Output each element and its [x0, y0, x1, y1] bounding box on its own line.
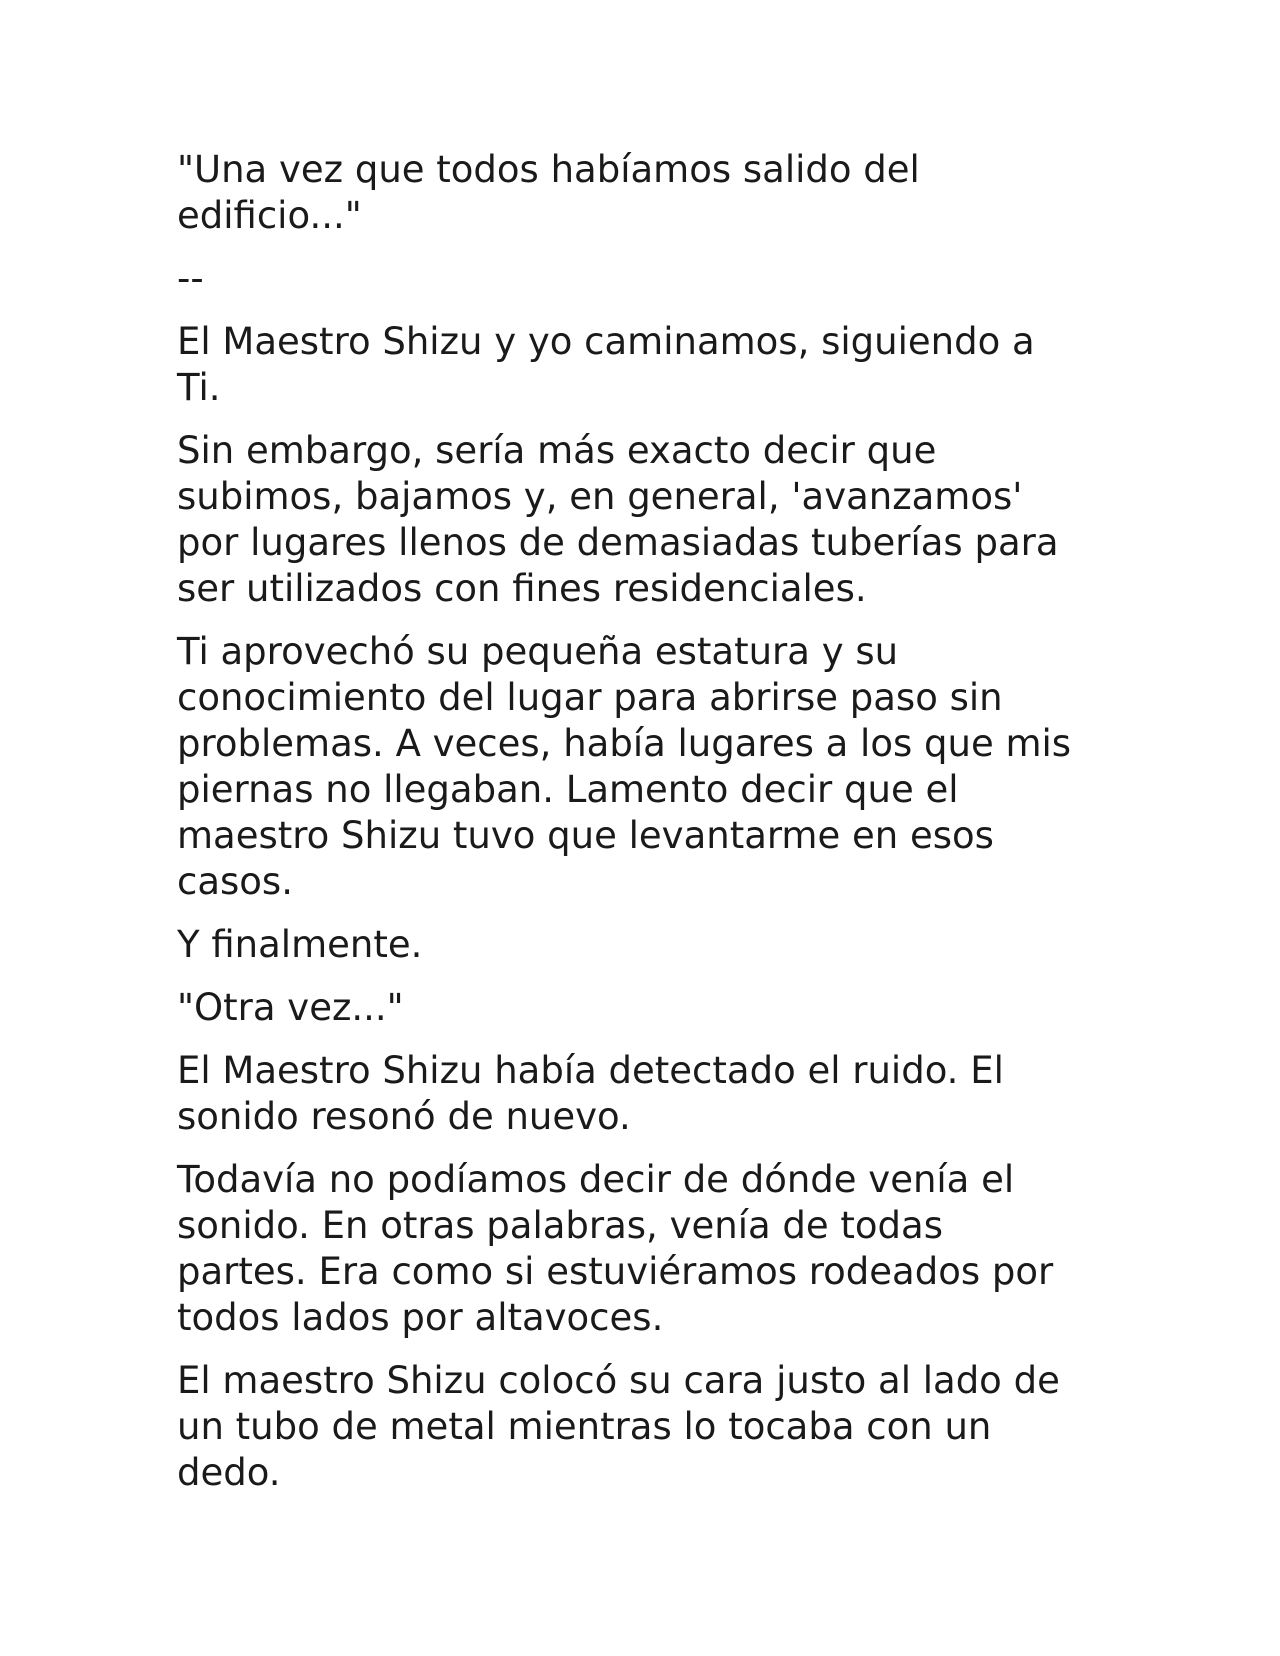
- paragraph-quote-building: "Una vez que todos habíamos salido del edificio...": [177, 148, 920, 237]
- paragraph-sound-source: Todavía no podíamos decir de dónde venía el sonido. En otras palabras, venía de todas partes. Era como si estuviéramos rodeados por todos lados por altavoces.: [177, 1158, 1054, 1339]
- paragraph-pipes: Sin embargo, sería más exacto decir que subimos, bajamos y, en general, 'avanzamos' por lugares llenos de demasiadas tuberías para ser utilizados con fines residenciales.: [177, 429, 1059, 610]
- paragraph-noise: El Maestro Shizu había detectado el ruido. El sonido resonó de nuevo.: [177, 1049, 1004, 1138]
- scene-break: --: [177, 257, 204, 300]
- paragraph-metal-tube: El maestro Shizu colocó su cara justo al lado de un tubo de metal mientras lo tocaba con un dedo.: [177, 1359, 1060, 1494]
- body-text: [177, 147, 1117, 1513]
- paragraph-ti-height: Ti aprovechó su pequeña estatura y su conocimiento del lugar para abrirse paso sin problemas. A veces, había lugares a los que mis piernas no llegaban. Lamento decir que el maestro Shizu tuvo que levantarme en esos casos.: [177, 630, 1072, 903]
- paragraph-quote-again: "Otra vez...": [177, 986, 404, 1029]
- paragraph-finally: Y finalmente.: [177, 923, 423, 966]
- paragraph-walking: El Maestro Shizu y yo caminamos, siguiendo a Ti.: [177, 320, 1035, 409]
